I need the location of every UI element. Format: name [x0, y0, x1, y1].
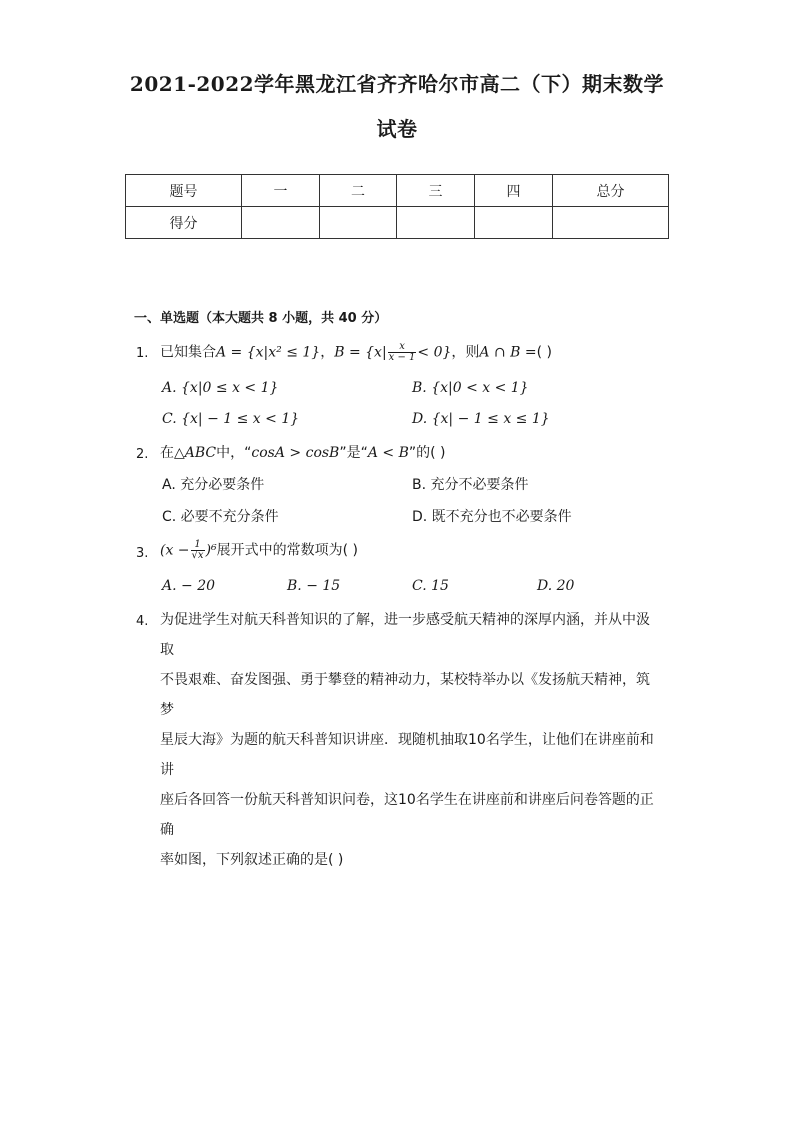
score-row-label: 得分 [126, 207, 242, 239]
math-set-b-suffix: < 0} [417, 344, 452, 361]
question-text-line: 星辰大海》为题的航天科普知识讲座．现随机抽取10名学生，让他们在讲座前和讲 [160, 732, 654, 778]
option-a[interactable]: A. {x|0 ≤ x < 1} [162, 380, 279, 396]
math-set-b-prefix: B = {x| [334, 344, 387, 361]
math-condition: cosA > cosB [251, 445, 340, 461]
question-text: ，则 [451, 344, 480, 361]
score-table-header-cell: 一 [242, 175, 320, 207]
score-cell[interactable] [242, 207, 320, 239]
score-table-header-cell: 四 [475, 175, 553, 207]
option-d[interactable]: D. 20 [537, 578, 575, 594]
option-d[interactable]: D. 既不充分也不必要条件 [412, 509, 572, 525]
fraction [388, 342, 417, 363]
math-triangle: △ABC [174, 445, 217, 461]
math-expression: A ∩ B = [479, 344, 537, 361]
option-c[interactable]: C. 15 [412, 578, 449, 594]
fraction-denominator: √x [191, 550, 204, 561]
fraction-numerator: x [388, 342, 417, 353]
option-b[interactable]: B. {x|0 < x < 1} [412, 380, 529, 396]
score-cell[interactable] [397, 207, 475, 239]
math-binomial-suffix: )⁶ [205, 542, 217, 559]
punctuation: ， [320, 344, 335, 361]
score-table-header-cell: 三 [397, 175, 475, 207]
option-c[interactable]: C. {x| − 1 ≤ x < 1} [162, 411, 300, 427]
math-set-a: A = {x|x² ≤ 1} [216, 344, 321, 361]
question-text-line: 座后各回答一份航天科普知识问卷，这10名学生在讲座前和讲座后问卷答题的正确 [160, 792, 654, 838]
score-table-header-row [126, 175, 669, 207]
option-c[interactable]: C. 必要不充分条件 [162, 509, 279, 525]
fraction-numerator: 1 [191, 540, 205, 551]
score-cell[interactable] [553, 207, 669, 239]
question-text: 在 [160, 445, 174, 461]
math-condition: A < B [367, 445, 409, 461]
question-text-line: 率如图，下列叙述正确的是( ) [160, 852, 344, 868]
question-number: 3. [136, 546, 149, 561]
option-a[interactable]: A. 充分必要条件 [162, 477, 265, 493]
score-table-header-cell: 总分 [553, 175, 669, 207]
question-4-text [160, 605, 660, 875]
option-b[interactable]: B. 充分不必要条件 [412, 477, 529, 493]
question-text-line: 不畏艰难、奋发图强、勇于攀登的精神动力，某校特举办以《发扬航天精神，筑梦 [160, 672, 650, 718]
fraction-denominator: x − 1 [388, 352, 416, 363]
question-number: 4. [136, 614, 149, 629]
option-a[interactable]: A. − 20 [162, 578, 216, 594]
question-text: 已知集合 [160, 344, 216, 361]
score-table [125, 174, 669, 239]
question-number: 2. [136, 447, 149, 462]
question-number: 1. [136, 346, 149, 361]
score-table-header-cell: 题号 [126, 175, 242, 207]
question-text: ”是“ [339, 445, 368, 461]
question-text-line: 为促进学生对航天科普知识的了解，进一步感受航天精神的深厚内涵，并从中汲取 [160, 612, 650, 658]
document-title-line-2: 试卷 [376, 117, 418, 141]
fraction [191, 540, 205, 561]
score-table-score-row [126, 207, 669, 239]
document-title-line-1: 2021-2022学年黑龙江省齐齐哈尔市高二（下）期末数学 [129, 72, 665, 96]
option-d[interactable]: D. {x| − 1 ≤ x ≤ 1} [412, 411, 550, 427]
score-cell[interactable] [320, 207, 397, 239]
question-text: 中，“ [216, 445, 252, 461]
answer-blank: ( ) [536, 344, 553, 361]
score-cell[interactable] [475, 207, 553, 239]
math-binomial-prefix: (x − [160, 542, 190, 559]
section-heading: 一、单选题（本大题共 8 小题，共 40 分） [134, 311, 388, 326]
answer-blank: ”的( ) [408, 445, 446, 461]
question-text: 展开式中的常数项为( ) [216, 542, 359, 559]
option-b[interactable]: B. − 15 [287, 578, 341, 594]
score-table-header-cell: 二 [320, 175, 397, 207]
